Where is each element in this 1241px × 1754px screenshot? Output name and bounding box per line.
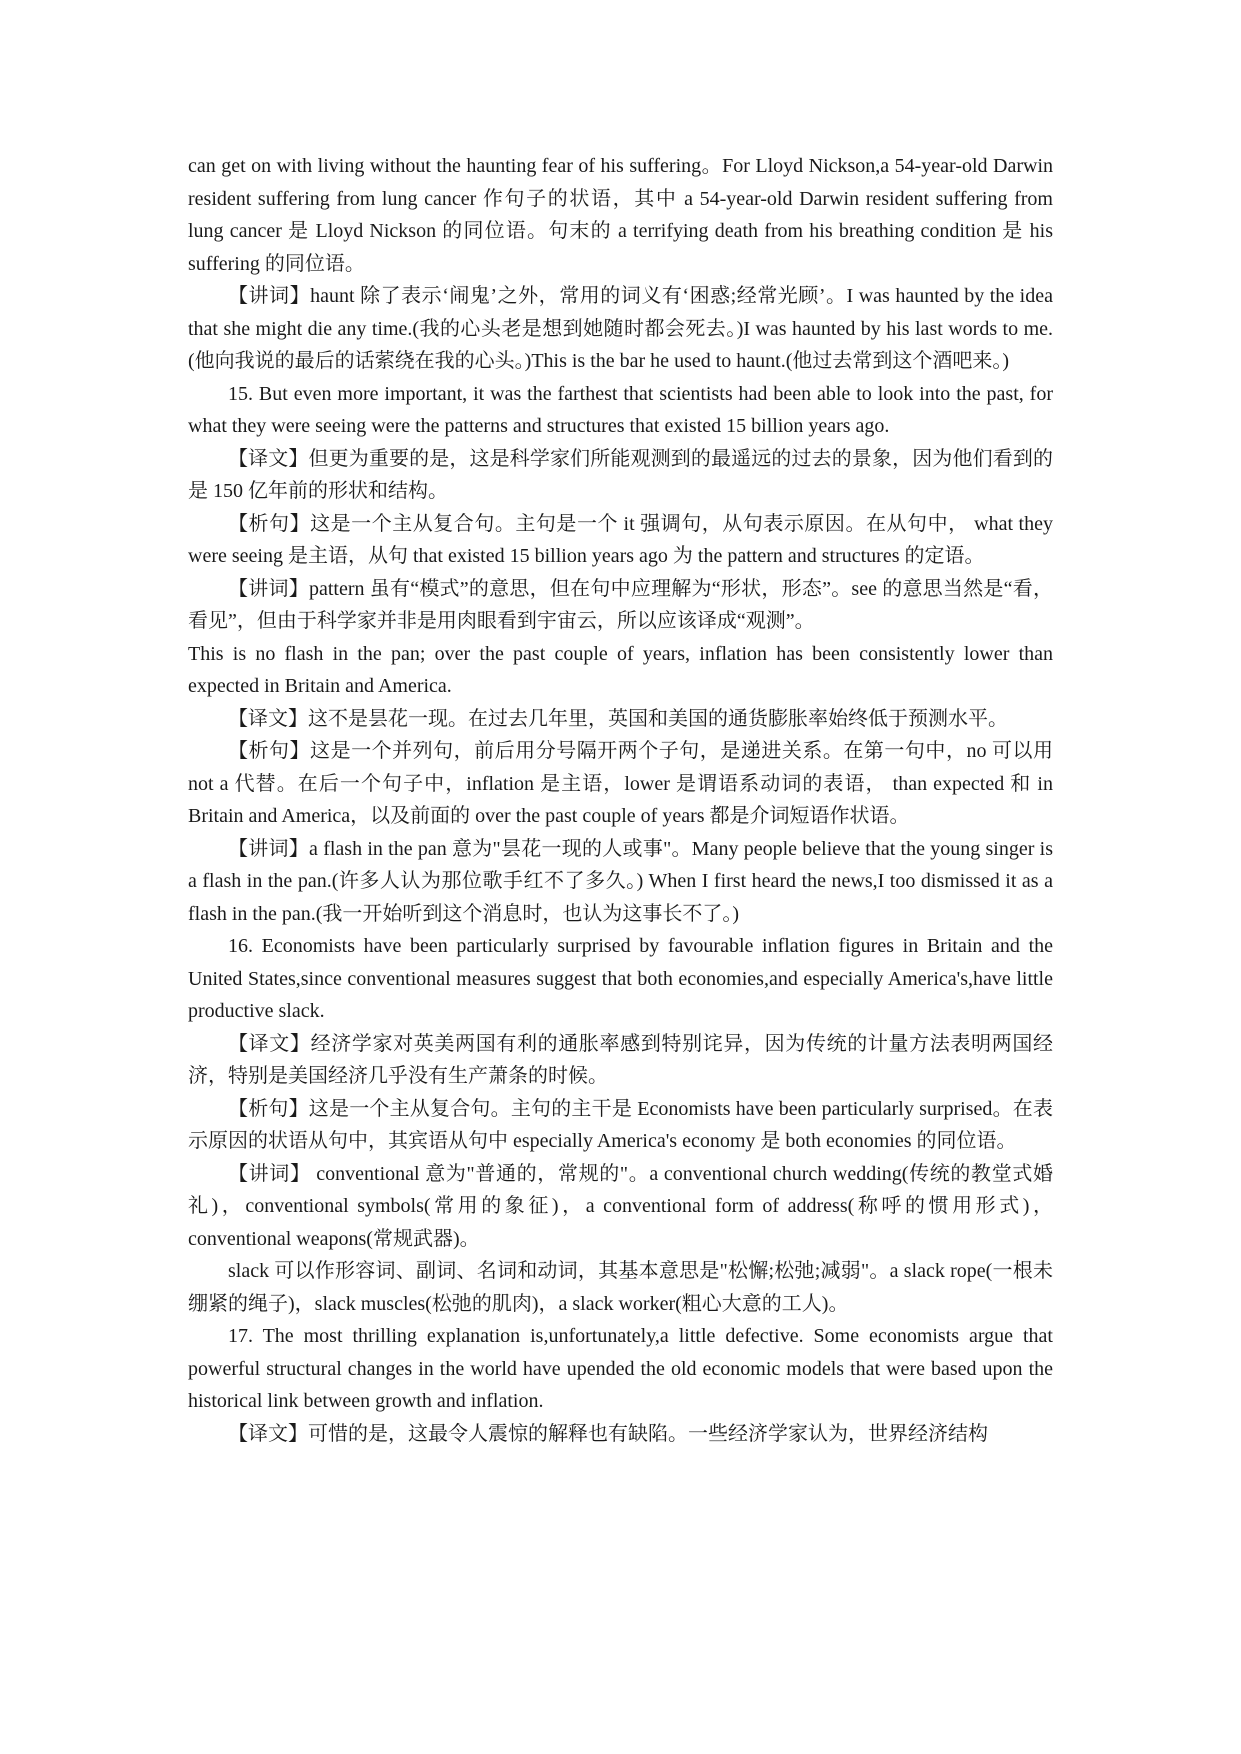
paragraph-15-vocabulary: 【讲词】pattern 虽有“模式”的意思，但在句中应理解为“形状，形态”。see 的意思当然是“看，看见”，但由于科学家并非是用肉眼看到宇宙云，所以应该译成“观测”。	[188, 577, 1053, 632]
paragraph-sentence-16: 16. Economists have been particularly surprised by favourable inflation figures in Britain and the United States,since conventional measures suggest that both economies,and especially America's,have little productive slack.	[188, 935, 1053, 1022]
paragraph-17-translation: 【译文】可惜的是，这最令人震惊的解释也有缺陷。一些经济学家认为，世界经济结构	[228, 1422, 988, 1445]
paragraph-16-vocabulary-slack: slack 可以作形容词、副词、名词和动词，其基本意思是"松懈;松弛;减弱"。a slack rope(一根未绷紧的绳子)，slack muscles(松弛的肌肉)，a slack worker(粗心大意的工人)。	[188, 1260, 1053, 1315]
paragraph-flash-analysis: 【析句】这是一个并列句，前后用分号隔开两个子句，是递进关系。在第一句中，no 可以用 not a 代替。在后一个句子中，inflation 是主语，lower 是谓语系动词的表语， than expected 和 in Britain and America，以及前面的 over the past couple of years 都是介词短语作状语。	[188, 740, 1053, 827]
paragraph-flash-vocabulary: 【讲词】a flash in the pan 意为"昙花一现的人或事"。Many people believe that the young singer is a flash in the pan.(许多人认为那位歌手红不了多久。) When I first heard the news,I too dismissed it as a flash in the pan.(我一开始听到这个消息时，也认为这事长不了。)	[188, 837, 1053, 925]
paragraph-16-analysis: 【析句】这是一个主从复合句。主句的主干是 Economists have been particularly surprised。在表示原因的状语从句中，其宾语从句中 especially America's economy 是 both economies 的同位语。	[188, 1097, 1053, 1152]
paragraph-flash-translation: 【译文】这不是昙花一现。在过去几年里，英国和美国的通货膨胀率始终低于预测水平。	[228, 707, 1008, 730]
paragraph-haunt-vocabulary: 【讲词】haunt 除了表示‘闹鬼’之外，常用的词义有‘困惑;经常光顾’。I was haunted by the idea that she might die any time.(我的心头老是想到她随时都会死去。)I was haunted by his last words to me.(他向我说的最后的话萦绕在我的心头。)This is the bar he used to haunt.(他过去常到这个酒吧来。)	[188, 285, 1053, 372]
paragraph-flash-sentence: This is no flash in the pan; over the past couple of years, inflation has been consistently lower than expected in Britain and America.	[188, 642, 1053, 697]
paragraph-haunt-analysis-end: can get on with living without the haunting fear of his suffering。For Lloyd Nickson,a 54-year-old Darwin resident suffering from lung cancer 作句子的状语，其中 a 54-year-old Darwin resident suffering from lung cancer 是 Lloyd Nickson 的同位语。句末的 a terrifying death from his breathing condition 是 his suffering 的同位语。	[188, 155, 1053, 275]
paragraph-sentence-15: 15. But even more important, it was the farthest that scientists had been able to look into the past, for what they were seeing were the patterns and structures that existed 15 billion years ago.	[188, 382, 1053, 437]
paragraph-16-vocabulary-conventional: 【讲词】 conventional 意为"普通的，常规的"。a conventional church wedding(传统的教堂式婚礼)，conventional symbols(常用的象征)，a conventional form of address(称呼的惯用形式)，conventional weapons(常规武器)。	[188, 1162, 1053, 1250]
paragraph-15-analysis: 【析句】这是一个主从复合句。主句是一个 it 强调句，从句表示原因。在从句中， what they were seeing 是主语，从句 that existed 15 billion years ago 为 the pattern and structures 的定语。	[188, 512, 1053, 567]
paragraph-15-translation: 【译文】但更为重要的是，这是科学家们所能观测到的最遥远的过去的景象，因为他们看到的是 150 亿年前的形状和结构。	[188, 447, 1053, 502]
paragraph-16-translation: 【译文】经济学家对英美两国有利的通胀率感到特别诧异，因为传统的计量方法表明两国经济，特别是美国经济几乎没有生产萧条的时候。	[188, 1032, 1053, 1087]
paragraph-sentence-17: 17. The most thrilling explanation is,unfortunately,a little defective. Some economists argue that powerful structural changes in the world have upended the old economic models that were based upon the historical link between growth and inflation.	[188, 1325, 1053, 1412]
document-page	[188, 150, 1053, 1450]
